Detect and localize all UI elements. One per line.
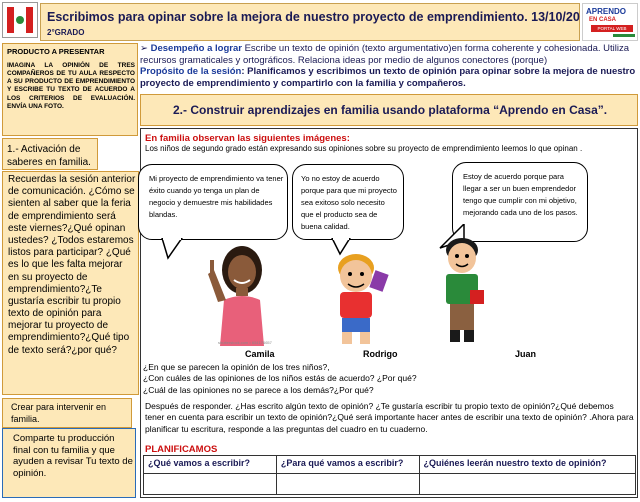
speech-bubble-camila (138, 164, 288, 240)
share-text: Comparte tu producción final con tu familia y que ayuden a revisar Tu texto de opinión. (13, 433, 133, 479)
column-header: ¿Quiénes leerán nuestro texto de opinión? (419, 456, 636, 474)
activation-box (2, 138, 98, 170)
speech-bubble-rodrigo (292, 164, 404, 240)
girl-camila-illustration (196, 236, 280, 346)
product-text: IMAGINA LA OPINIÓN DE TRES COMPAÑEROS DE TU AULA RESPECTO A SU PRODUCTO DE EMPRENDIMIENTO Y ESCRIBE TU TEXTO DE ACUERDO A LOS CRITERIOS DE EVALUACIÓN. ENVÍA UNA FOTO. (7, 62, 135, 110)
image-watermark: shutterstock.com • 654176657 (218, 340, 272, 345)
performance-section (140, 43, 636, 95)
build-heading: 2.- Construir aprendizajes en familia usando plataforma “Aprendo en Casa”. (173, 103, 608, 117)
family-title: En familia observan las siguientes imágenes: (145, 133, 350, 144)
planning-heading: PLANIFICAMOS (145, 444, 218, 455)
name-juan: Juan (515, 349, 537, 359)
after-text: Después de responder. ¿Has escrito algún texto de opinión? ¿Te gustaría escribir tu propio texto de opinión?¿Qué debemos tener en cuenta para escribir un texto de opinión?¿Qué será importante hacer antes de escribir una texto de opinión? .Ahora para planificar tu escritura, responde a las preguntas del cuadro en tu cuaderno. (145, 401, 634, 434)
performance-text: Escribe un texto de opinión (texto argumentativo)en forma coherente y cohesionada. Utiliza recursos gramaticales y ortográficos. Relaciona ideas por medio de algunos conectores (porque) (140, 43, 630, 66)
name-rodrigo: Rodrigo (363, 349, 398, 359)
grade-label: 2°GRADO (47, 28, 85, 37)
bubble-text-rodrigo: Yo no estoy de acuerdo porque para que mi proyecto sea exitoso solo necesito que el producto sea de buena calidad. (301, 174, 397, 231)
name-camila: Camila (245, 349, 275, 359)
page-title: Escribimos para opinar sobre la mejora de nuestro proyecto de emprendimiento. 13/10/20 (47, 10, 580, 24)
create-box (2, 398, 132, 428)
table-cell[interactable] (276, 474, 419, 495)
purpose-text: : Planificamos y escribimos un texto de opinión para opinar sobre la mejora de nuestro proyecto de emprendimiento y compartirlo con la familia y compañeros. (140, 66, 636, 89)
column-header: ¿Qué vamos a escribir? (144, 456, 277, 474)
reminder-text: Recuerdas la sesión anterior de comunicación. ¿Cómo se sienten al saber que la feria de emprendimiento será este viernes?¿Qué opinan ustedes? ¿Todos estaremos listos para participar? ¿Qué es lo que les falta mejorar en su proyecto de emprendimiento?¿Te gustaría escribir tu propio texto de opinión para mejorar tu proyecto de emprendimiento?¿Qué tipo de texto será?¿por qué? (8, 174, 136, 356)
performance-label: Desempeño a lograr (150, 43, 242, 54)
question-item: ¿Con cuáles de las opiniones de los niños estás de acuerdo? ¿Por qué? (143, 373, 417, 384)
table-cell[interactable] (144, 474, 277, 495)
brand-line-2: EN CASA (589, 17, 617, 23)
brand-stripe-icon (613, 32, 635, 40)
share-box (2, 428, 136, 498)
table-cell[interactable] (419, 474, 636, 495)
reminder-box (2, 171, 139, 395)
activation-heading: 1.- Activación de saberes en familia. (7, 144, 91, 168)
build-box (140, 94, 638, 126)
header (0, 0, 640, 42)
brand-line-3: PORTAL WEB (591, 25, 633, 32)
question-item: ¿En que se parecen la opinión de los tres niños?, (143, 362, 330, 372)
product-box (2, 43, 138, 136)
question-list (143, 362, 633, 396)
bubble-text-camila: Mi proyecto de emprendimiento va tener éxito cuando yo tenga un plan de negocio y demuestre mis habilidades blandas. (149, 174, 284, 219)
purpose-label: Propósito de la sesión (140, 66, 242, 78)
boy-juan-illustration (430, 234, 496, 346)
question-item: ¿Cuál de las opiniones no se parece a los demás?¿Por qué? (143, 384, 374, 395)
create-heading: Crear para intervenir en familia. (11, 402, 107, 424)
bubble-text-juan: Estoy de acuerdo porque para llegar a ser un buen emprendedor tengo que cumplir con mi objetivo, mejorando cada uno de los pasos. (463, 172, 578, 217)
family-description: Los niños de segundo grado están expresando sus opiniones sobre su proyecto de emprendimiento leemos lo que opinan . (145, 144, 583, 153)
product-title: PRODUCTO A PRESENTAR (7, 47, 105, 56)
table-row (144, 474, 636, 495)
boy-rodrigo-illustration (318, 250, 404, 346)
bubble-tail-icon (160, 238, 190, 260)
table-header-row (144, 456, 636, 474)
brand-line-1: APRENDO (586, 7, 627, 16)
speech-bubble-juan (452, 162, 588, 242)
aprendo-en-casa-logo (582, 3, 638, 41)
column-header: ¿Para qué vamos a escribir? (276, 456, 419, 474)
school-logo-icon (2, 2, 38, 38)
performance-bullet-icon: ➢ (140, 43, 151, 54)
title-bar (40, 3, 580, 41)
planning-table (143, 455, 636, 495)
